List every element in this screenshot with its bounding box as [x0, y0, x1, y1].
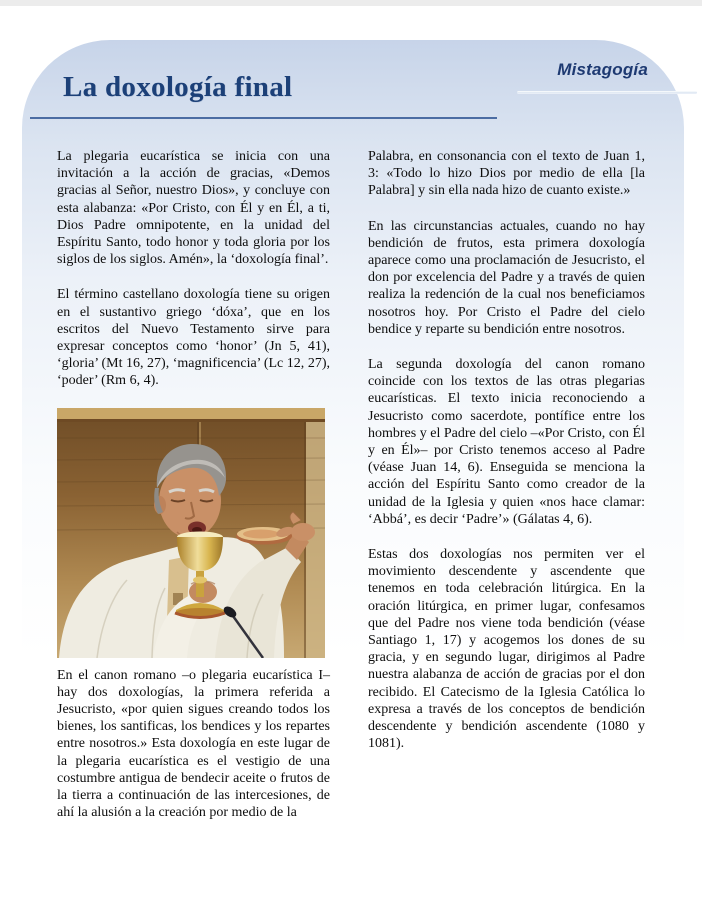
right-column [368, 148, 645, 771]
paragraph: El término castellano doxología tiene su origen en el sustantivo griego ‘dóxa’, que en los escritos del Nuevo Testamento sirve para expresar conceptos como ‘honor’ (Jn 5, 41), ‘gloria’ (Mt 16, 27), ‘magnificencia’ (Lc 12, 27), ‘poder’ (Rm 6, 4). [57, 287, 330, 389]
paragraph: En el canon romano –o plegaria eucarística I– hay dos doxologías, la primera referida a Jesucristo, «por quien sigues creando todos los bienes, los santificas, los bendices y los repartes entre nosotros.» Esta doxología en este lugar de la plegaria eucarística es el vestigio de una costumbre antigua de bendecir aceite o frutos de la tierra a continuación de las intercesiones, de ahí la alusión a la creación por medio de la [57, 667, 330, 821]
paragraph: La segunda doxología del canon romano coincide con los textos de las otras plegarias eucarísticas. El texto inicia reconociendo a Jesucristo como sacerdote, pontífice entre los hombres y el Padre del cielo –«Por Cristo, con Él y en Él»– por Cristo tenemos acceso al Padre (véase Juan 14, 6). Enseguida se menciona la acción del Espíritu Santo como creador de la unidad de la Iglesia y quien «nos hace clamar: ‘Abbá’, es decir ‘Padre’» (Gálatas 4, 6). [368, 357, 645, 527]
article-card [22, 40, 684, 900]
paragraph: Estas dos doxologías nos permiten ver el movimiento descendente y ascendente que tenemos en toda celebración litúrgica. En la oración litúrgica, en primer lugar, confesamos que del Padre nos viene toda bendición (véase Santiago 1, 17) y acogemos los dones de su gracia, y en segundo lugar, dirigimos al Padre nuestra alabanza de acción de gracias por el don recibido. El Catecismo de la Iglesia Católica lo expresa a través de los conceptos de bendición descendente y bendición ascendente (1080 y 1081). [368, 547, 645, 752]
paragraph: Palabra, en consonancia con el texto de Juan 1, 3: «Todo lo hizo Dios por medio de ella [la Palabra] y sin ella nada hizo de cuanto existe.» [368, 149, 645, 199]
top-strip [0, 0, 702, 6]
priest-photo [57, 408, 325, 658]
section-label: Mistagogía [557, 60, 648, 79]
paragraph: En las circunstancias actuales, cuando no hay bendición de frutos, esta primera doxología aparece como una proclamación de Jesucristo, el don por excelencia del Padre y a través de quien realiza la redención de la cual nos beneficiamos nosotros hoy. Por Cristo el Padre del cielo bendice y reparte su bendición entre nosotros. [368, 218, 645, 337]
title-rule [30, 117, 497, 119]
left-column [57, 148, 330, 839]
masthead-rule [517, 91, 697, 94]
paragraph: La plegaria eucarística se inicia con una invitación a la acción de gracias, «Demos gracias al Señor, nuestro Dios», y concluye con esta alabanza: «Por Cristo, con Él y en Él, a ti, Dios Padre omnipotente, en la unidad del Espíritu Santo, todo honor y toda gloria por los siglos de los siglos. Amén», la ‘doxología final’. [57, 149, 330, 268]
page-title: La doxología final [63, 71, 293, 103]
